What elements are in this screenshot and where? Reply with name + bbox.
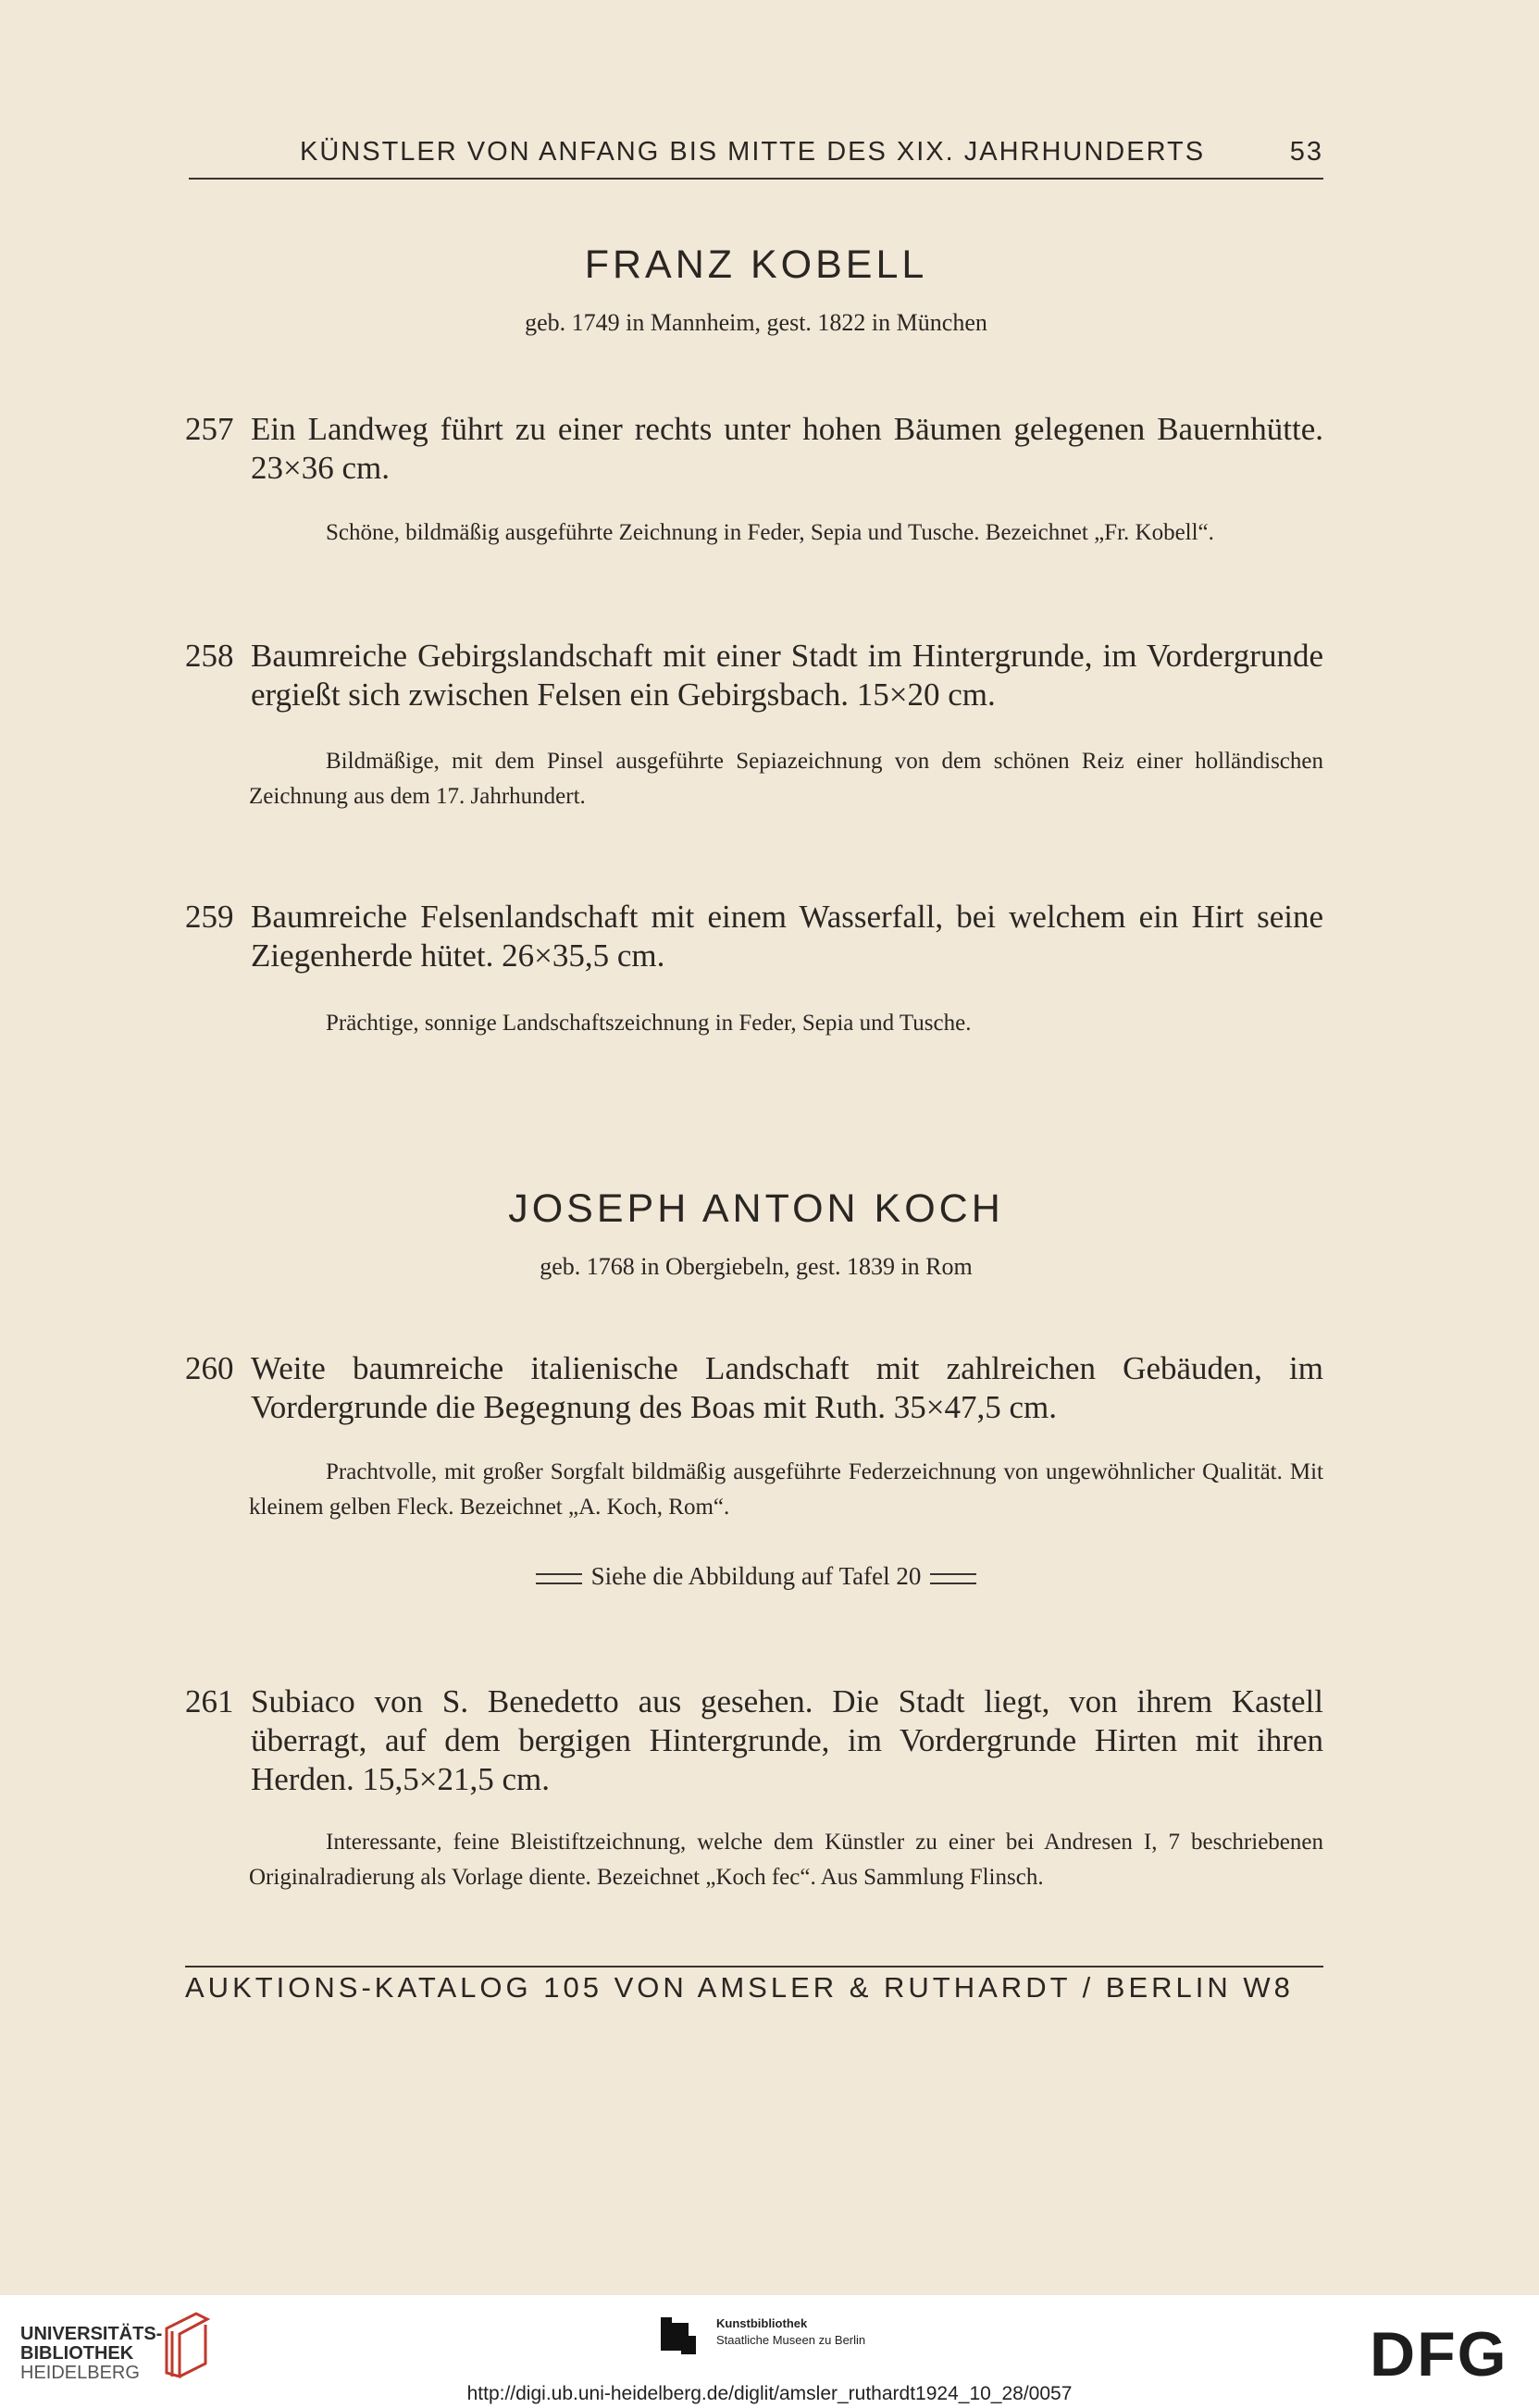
lot-description: Prächtige, sonnige Landschaftszeichnung in Feder, Sepia und Tusche. xyxy=(326,1011,972,1036)
entry-257 xyxy=(185,410,1323,488)
lot-title: Weite baumreiche italienische Landschaft mit zahlreichen Gebäuden, im Vordergrunde die Begegnung des Boas mit Ruth. 35×47,5 cm. xyxy=(251,1350,1323,1425)
running-header xyxy=(189,131,1323,180)
university-line1: UNIVERSITÄTS- xyxy=(20,2324,163,2344)
lot-title: Subiaco von S. Benedetto aus gesehen. Die Stadt liegt, von ihrem Kastell überragt, auf dem bergigen Hintergrunde, im Vordergrunde Hirten mit ihren Herden. 15,5×21,5 cm. xyxy=(251,1683,1323,1797)
entry-259 xyxy=(185,898,1323,975)
kunstbibliothek-logo[interactable] xyxy=(716,2315,865,2349)
university-seal-icon xyxy=(159,2308,213,2382)
lot-number: 259 xyxy=(185,899,234,935)
double-rule-left xyxy=(536,1573,582,1584)
kunstbibliothek-name: Kunstbibliothek xyxy=(716,2316,808,2330)
entry-259-description xyxy=(249,1006,1323,1041)
lot-description: Schöne, bildmäßig ausgeführte Zeichnung in Feder, Sepia und Tusche. Bezeichnet „Fr. Kobell“. xyxy=(326,520,1214,545)
header-title: KÜNSTLER VON ANFANG BIS MITTE DES XIX. JAHRHUNDERTS xyxy=(300,137,1206,167)
lot-title: Baumreiche Gebirgslandschaft mit einer Stadt im Hintergrunde, im Vordergrunde ergießt sich zwischen Felsen ein Gebirgsbach. 15×20 cm. xyxy=(251,638,1323,713)
university-logo[interactable] xyxy=(20,2325,162,2383)
dfg-logo[interactable]: DFG xyxy=(1370,2319,1508,2389)
lot-number: 261 xyxy=(185,1683,234,1719)
lot-number: 260 xyxy=(185,1350,234,1386)
entry-261-description xyxy=(249,1825,1323,1895)
lot-title: Ein Landweg führt zu einer rechts unter hohen Bäumen gelegenen Bauernhütte. 23×36 cm. xyxy=(251,411,1323,486)
page-number: 53 xyxy=(1289,137,1323,167)
entry-258-description xyxy=(249,744,1323,814)
artist-life-kobell: geb. 1749 in Mannheim, gest. 1822 in München xyxy=(525,309,987,336)
kunstbibliothek-logo-icon xyxy=(659,2315,701,2358)
lot-description: Bildmäßige, mit dem Pinsel ausgeführte Sepiazeichnung von dem schönen Reiz einer holländischen Zeichnung aus dem 17. Jahrhundert. xyxy=(249,749,1323,809)
lot-number: 257 xyxy=(185,411,234,447)
lot-description: Prachtvolle, mit großer Sorgfalt bildmäßig ausgeführte Federzeichnung von ungewöhnlicher Qualität. Mit kleinem gelben Fleck. Bezeichnet „A. Koch, Rom“. xyxy=(249,1459,1323,1520)
lot-number: 258 xyxy=(185,638,234,674)
plate-reference-text: Siehe die Abbildung auf Tafel 20 xyxy=(590,1562,922,1590)
lot-description: Interessante, feine Bleistiftzeichnung, welche dem Künstler zu einer bei Andresen I, 7 beschriebenen Originalradierung als Vorlage diente. Bezeichnet „Koch fec“. Aus Sammlung Flinsch. xyxy=(249,1830,1323,1890)
artist-heading-kobell: FRANZ KOBELL xyxy=(584,242,928,287)
university-line2: BIBLIOTHEK xyxy=(20,2343,134,2364)
university-line3: HEIDELBERG xyxy=(20,2363,140,2383)
entry-260-description xyxy=(249,1455,1323,1525)
entry-258 xyxy=(185,637,1323,714)
museum-name: Staatliche Museen zu Berlin xyxy=(716,2333,866,2347)
double-rule-right xyxy=(930,1573,976,1584)
entry-260 xyxy=(185,1349,1323,1427)
artist-heading-koch: JOSEPH ANTON KOCH xyxy=(508,1186,1004,1231)
entry-257-description xyxy=(249,515,1323,551)
footer-imprint: AUKTIONS-KATALOG 105 VON AMSLER & RUTHARDT / BERLIN W8 xyxy=(185,1971,1294,2004)
entry-261 xyxy=(185,1682,1323,1799)
lot-title: Baumreiche Felsenlandschaft mit einem Wasserfall, bei welchem ein Hirt seine Ziegenherde hütet. 26×35,5 cm. xyxy=(251,899,1323,974)
artist-life-koch: geb. 1768 in Obergiebeln, gest. 1839 in Rom xyxy=(540,1253,973,1280)
footer-rule xyxy=(185,1966,1323,1967)
plate-reference xyxy=(189,1562,1323,1591)
permalink-url[interactable]: http://digi.ub.uni-heidelberg.de/diglit/amsler_ruthardt1924_10_28/0057 xyxy=(466,2383,1073,2404)
